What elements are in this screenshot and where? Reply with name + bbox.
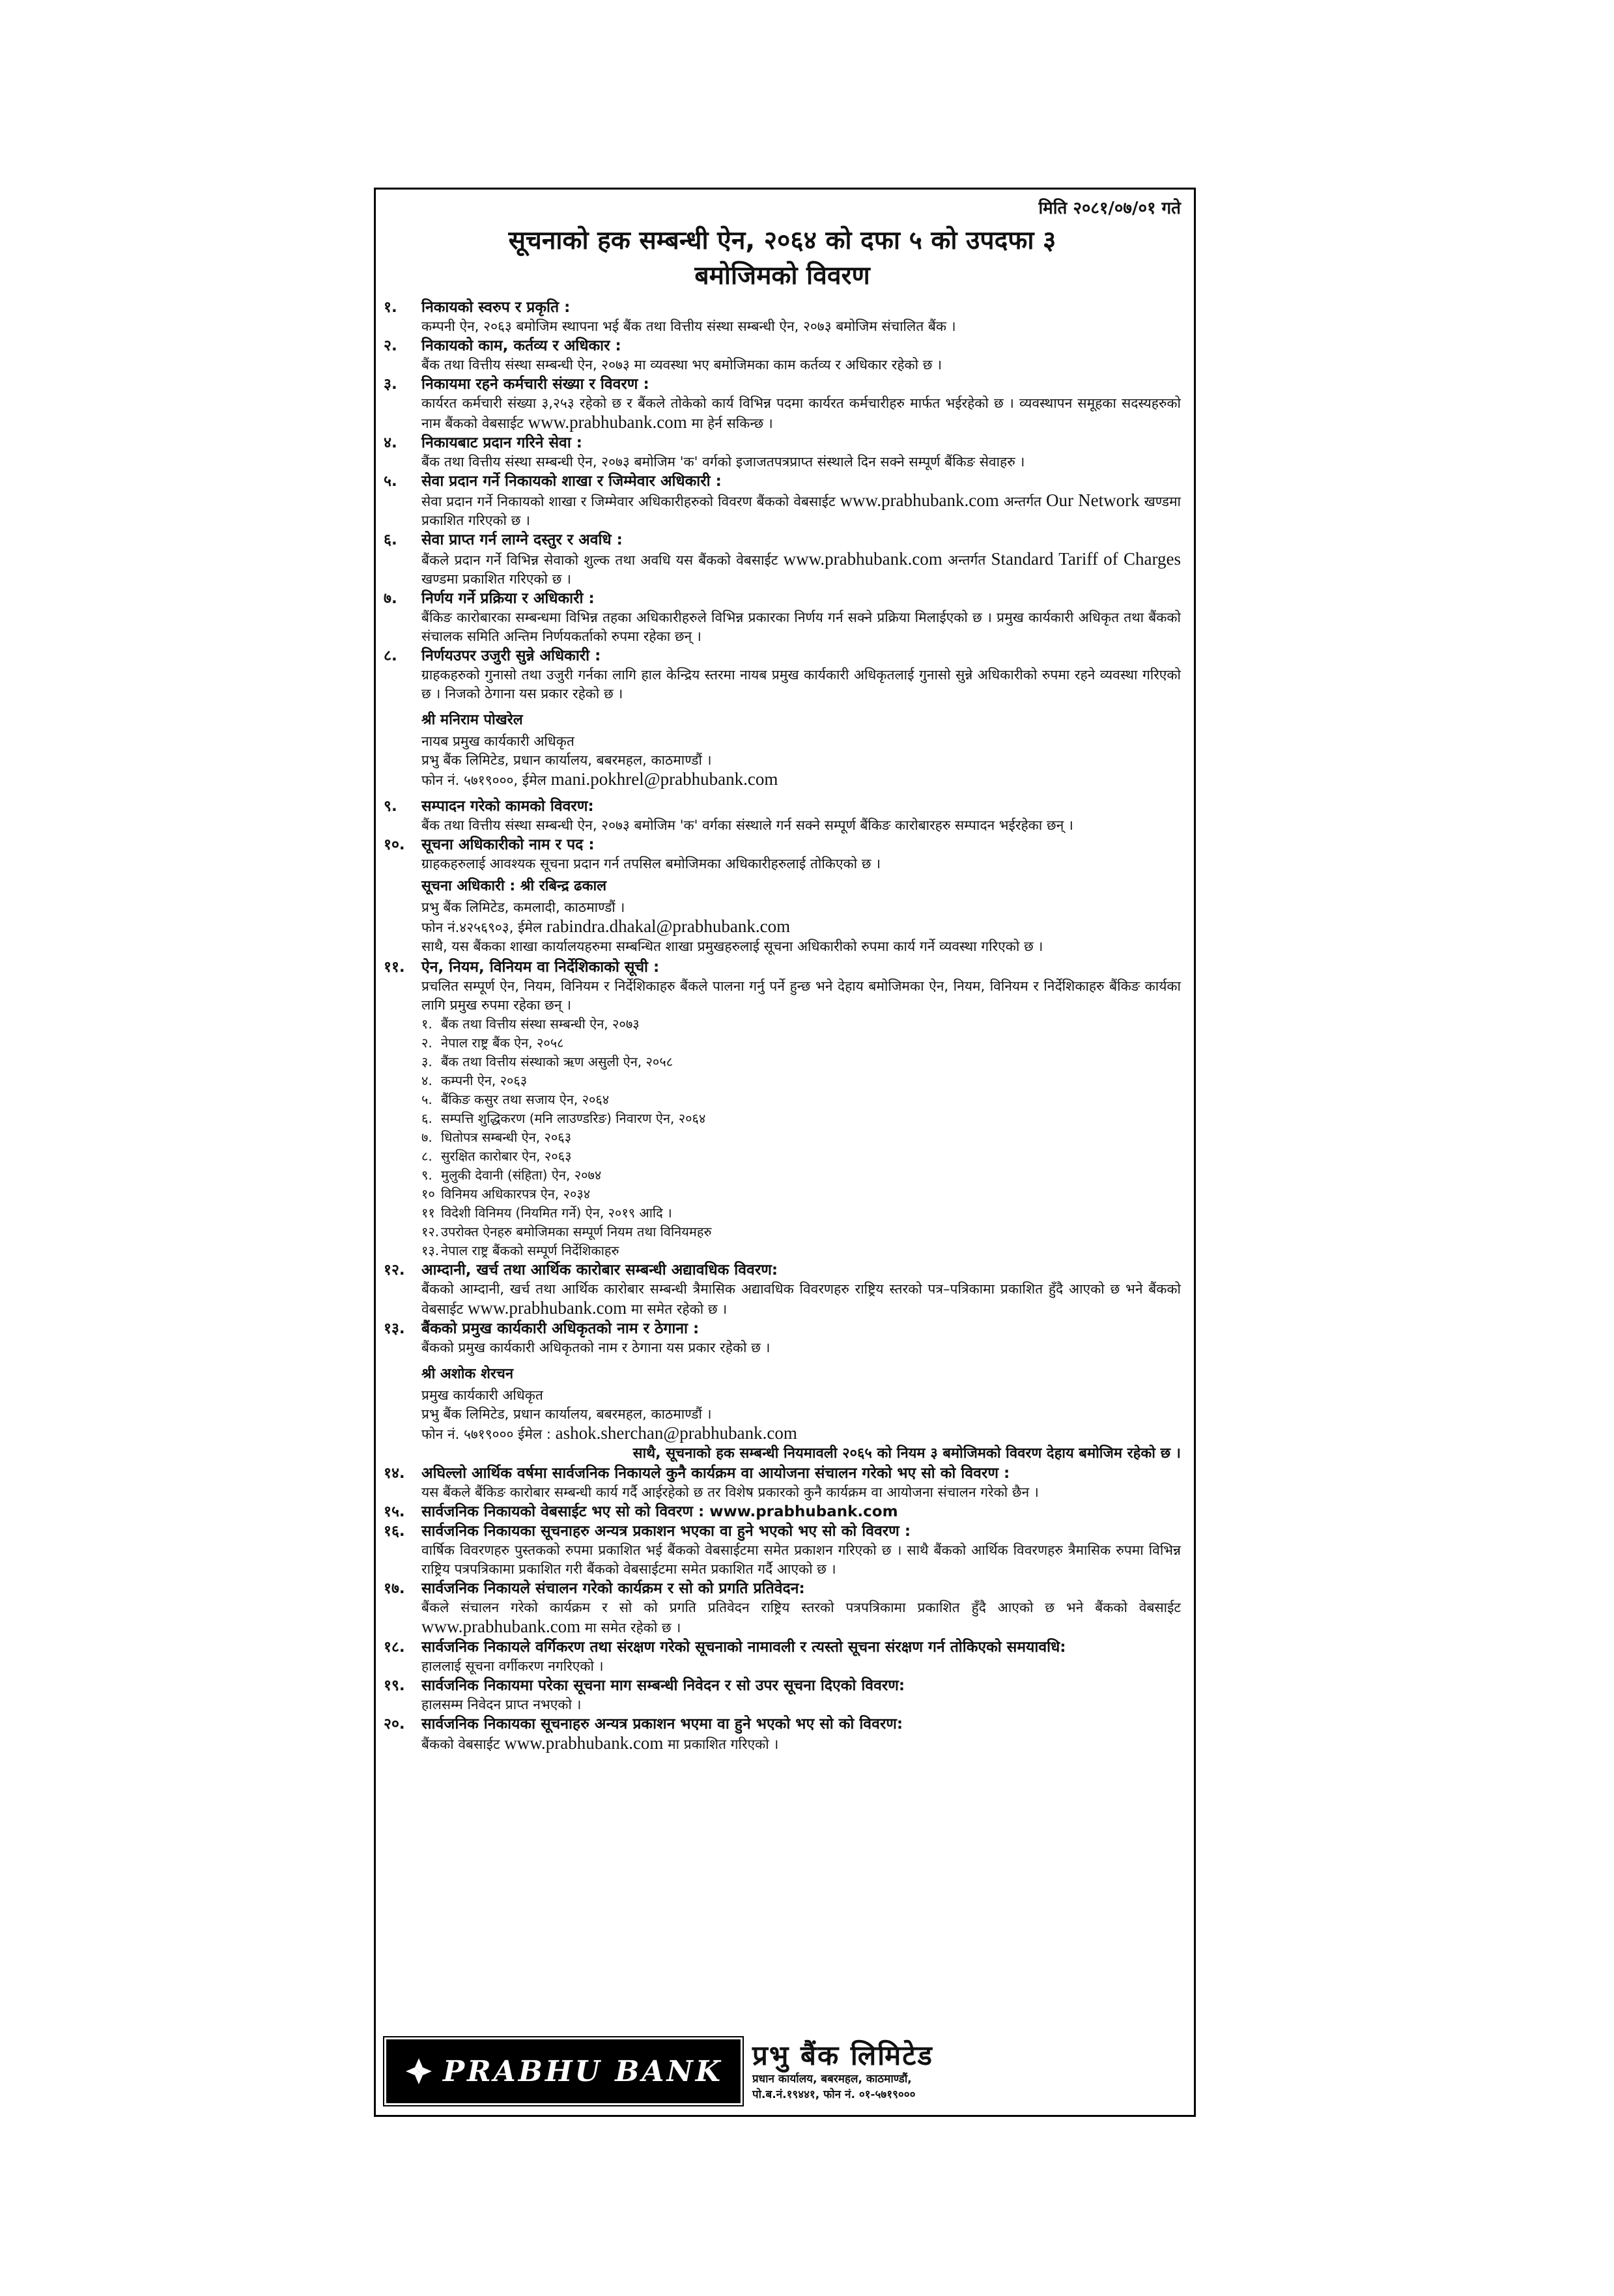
text-part: सेवा प्रदान गर्ने निकायको शाखा र जिम्मेवार अधिकारीहरुको विवरण बैंकको वेबसाईट — [421, 494, 836, 509]
section-number: १४. — [384, 1465, 405, 1482]
section-heading: सार्वजनिक निकायका सूचनाहरु अन्यत्र प्रकाशन भएका वा हुने भएको भए सो को विवरण : — [421, 1523, 911, 1540]
network-label: Our Network — [1046, 490, 1140, 510]
notice-panel — [374, 188, 1196, 2117]
section-text — [421, 550, 1181, 589]
list-item — [421, 1071, 1181, 1090]
list-text: उपरोक्त ऐनहरु बमोजिमका सम्पूर्ण नियम तथा विनियमहरु — [441, 1224, 712, 1240]
section-number: ९. — [384, 798, 397, 815]
section-text: हाललाई सूचना वर्गीकरण नगरिएको । — [421, 1658, 604, 1674]
section-text — [421, 491, 1181, 530]
list-text: नेपाल राष्ट्र बैंक ऐन, २०५८ — [441, 1035, 564, 1051]
section-text — [421, 1734, 1181, 1754]
list-number: १० — [421, 1186, 435, 1202]
branch-officer-note: साथै, यस बैंकका शाखा कार्यालयहरुमा सम्बन्धित शाखा प्रमुखहरुलाई सूचना अधिकारीको रुपमा कार्य गर्ने व्यवस्था गरिएको छ । — [421, 939, 1043, 954]
list-number: ९. — [421, 1167, 432, 1183]
section-6 — [384, 530, 1181, 589]
section-text: बैंक तथा वित्तीय संस्था सम्बन्धी ऐन, २०७३ बमोजिम 'क' वर्गका संस्थाले गर्न सक्ने सम्पूर्ण बैंकिङ कारोबारहरु सम्पादन भईरहेका छन् । — [421, 817, 1073, 833]
section-19 — [384, 1676, 1181, 1714]
list-item — [421, 1090, 1181, 1109]
section-11 — [384, 957, 1181, 1015]
section-7 — [384, 589, 1181, 646]
section-5 — [384, 472, 1181, 530]
website-link[interactable]: www.prabhubank.com — [504, 1733, 664, 1753]
list-text: धितोपत्र सम्बन्धी ऐन, २०६३ — [441, 1129, 572, 1145]
section-heading: सार्वजनिक निकायले संचालन गरेको कार्यक्रम र सो को प्रगति प्रतिवेदन: — [421, 1580, 805, 1597]
bank-name: प्रभु बैंक लिमिटेड — [752, 2039, 933, 2071]
section-text: वार्षिक विवरणहरु पुस्तकको रुपमा प्रकाशित भई बैंकको वेबसाईटमा समेत प्रकाशन गरिएको छ । साथै बैंकको आर्थिक विवरणहरु त्रैमासिक रुपमा विभिन्न राष्ट्रिय पत्रपत्रिकामा प्रकाशित गरी बैंकको वेबसाईटमा समेत प्रकाशित गर्दै आएको छ । — [421, 1542, 1181, 1577]
section-number: ८. — [384, 647, 397, 664]
website-link[interactable]: www.prabhubank.com — [421, 1617, 581, 1636]
rules-note: साथै, सूचनाको हक सम्बन्धी नियमावली २०६५ को नियम ३ बमोजिमको विवरण देहाय बमोजिम रहेको छ । — [632, 1445, 1181, 1462]
section-number: २०. — [384, 1716, 405, 1733]
list-text: बैंक तथा वित्तीय संस्थाको ऋण असुली ऐन, २०५८ — [441, 1054, 673, 1070]
list-number: ५. — [421, 1092, 432, 1107]
section-number: १५. — [384, 1503, 405, 1520]
list-text: मुलुकी देवानी (संहिता) ऐन, २०७४ — [441, 1167, 602, 1183]
notice-subtitle: बमोजिमको विवरण — [694, 261, 870, 291]
contact-name: श्री अशोक शेरचन — [421, 1366, 514, 1382]
list-number: २. — [421, 1035, 432, 1051]
section-4 — [384, 433, 1181, 472]
section-text: बैंकिङ कारोबारका सम्बन्धमा विभिन्न तहका अधिकारीहरुले विभिन्न प्रकारका निर्णय गर्न सक्ने प्रक्रिया मिलाईएको छ । प्रमुख कार्यकारी अधिकृत तथा बैंकको संचालक समिति अन्तिम निर्णयकर्ताको रुपमा रहेका छन् । — [421, 610, 1181, 644]
contact-office: प्रभु बैंक लिमिटेड, कमलादी, काठमाण्डौं । — [421, 900, 625, 915]
section-heading: निकायको स्वरुप र प्रकृति : — [421, 299, 571, 316]
text-part: बैंकले प्रदान गर्ने विभिन्न सेवाको शुल्क तथा अवधि यस बैंकको वेबसाईट — [421, 552, 778, 568]
section-1 — [384, 298, 1181, 336]
section-number: २. — [384, 337, 397, 354]
text-part: अन्तर्गत — [948, 552, 986, 568]
list-number: ४. — [421, 1073, 432, 1088]
list-item — [421, 1147, 1181, 1166]
text-part: बैंकको आम्दानी, खर्च तथा आर्थिक कारोबार सम्बन्धी त्रैमासिक अद्यावधिक विवरणहरु राष्ट्रिय स्तरको पत्र–पत्रिकामा प्रकाशित हुँदै आएको छ भने बैंकको वेबसाईट — [421, 1281, 1181, 1317]
section-heading: निर्णय गर्ने प्रक्रिया र अधिकारी : — [421, 590, 595, 607]
notice-date: मिति २०८१/०७/०१ गते — [1038, 199, 1181, 218]
section-number: ६. — [384, 531, 397, 548]
text-part: बैंकको वेबसाईट — [421, 1736, 500, 1752]
list-item — [421, 1185, 1181, 1204]
contact-phone-line — [421, 1424, 1181, 1444]
list-item — [421, 1204, 1181, 1223]
section-15 — [384, 1502, 1181, 1522]
text-part: कार्यरत कर्मचारी संख्या ३,२५३ रहेको छ र बैंकले तोकेको कार्य विभिन्न पदमा कार्यरत कर्मचारीहरु मार्फत भईरहेको छ । व्यवस्थापन समूहका सदस्यहरुको नाम बैंकको वेबसाईट — [421, 395, 1181, 431]
section-17 — [384, 1579, 1181, 1637]
list-number: ७. — [421, 1129, 432, 1145]
text-part: अन्तर्गत — [1003, 494, 1042, 509]
section-heading: सम्पादन गरेको कामको विवरण: — [421, 798, 594, 815]
section-8 — [384, 646, 1181, 703]
section-number: १७. — [384, 1580, 405, 1597]
contact-name: श्री मनिराम पोखरेल — [421, 712, 523, 728]
section-heading: आम्दानी, खर्च तथा आर्थिक कारोबार सम्बन्धी अद्यावधिक विवरण: — [421, 1262, 778, 1279]
section-heading: सूचना अधिकारीको नाम र पद : — [421, 836, 595, 853]
section-text: ग्राहकहरुको गुनासो तथा उजुरी गर्नका लागि हाल केन्द्रिय स्तरमा नायब प्रमुख कार्यकारी अधिकृतलाई गुनासो सुन्ने अधिकारीको रुपमा रहने व्यवस्था गरिएको छ । निजको ठेगाना यस प्रकार रहेको छ । — [421, 667, 1181, 702]
section-heading: निकायको काम, कर्तव्य र अधिकार : — [421, 337, 621, 354]
section-heading: निकायमा रहने कर्मचारी संख्या र विवरण : — [421, 376, 649, 393]
section-number: १८. — [384, 1639, 405, 1656]
website-link[interactable]: www.prabhubank.com — [783, 549, 942, 569]
list-item — [421, 1166, 1181, 1185]
section-18 — [384, 1637, 1181, 1676]
section-heading: सार्वजनिक निकायमा परेका सूचना माग सम्बन्धी निवेदन र सो उपर सूचना दिएको विवरण: — [421, 1677, 905, 1694]
list-text: बैंकिङ कसुर तथा सजाय ऐन, २०६४ — [441, 1092, 610, 1107]
section-text: बैंकको प्रमुख कार्यकारी अधिकृतको नाम र ठेगाना यस प्रकार रहेको छ । — [421, 1340, 771, 1355]
section-heading: बैंकको प्रमुख कार्यकारी अधिकृतको नाम र ठेगाना : — [421, 1320, 700, 1337]
section-text: बैंक तथा वित्तीय संस्था सम्बन्धी ऐन, २०७३ बमोजिम 'क' वर्गको इजाजतपत्रप्राप्त संस्थाले दिन सक्ने सम्पूर्ण बैंकिङ सेवाहरु । — [421, 454, 1025, 470]
list-item — [421, 1128, 1181, 1147]
logo-wordmark: PRABHU BANK — [442, 2054, 724, 2088]
footer-brand — [386, 2039, 933, 2103]
section-heading: अघिल्लो आर्थिक वर्षमा सार्वजनिक निकायले कुनै कार्यक्रम वा आयोजना संचालन गरेको भए सो को विवरण : — [421, 1465, 1010, 1482]
section-number: ७. — [384, 590, 397, 607]
text-part: बैंकले संचालन गरेको कार्यक्रम र सो को प्रगति प्रतिवेदन राष्ट्रिय स्तरको पत्रपत्रिकामा प्रकाशित हुँदै आएको छ भने बैंकको वेबसाईट — [421, 1600, 1181, 1615]
list-text: कम्पनी ऐन, २०६३ — [441, 1073, 528, 1088]
contact-card-ceo — [421, 1363, 1181, 1444]
section-text: बैंक तथा वित्तीय संस्था सम्बन्धी ऐन, २०७३ मा व्यवस्था भए बमोजिमका काम कर्तव्य र अधिकार रहेको छ । — [421, 357, 942, 373]
prabhu-bank-logo — [386, 2039, 741, 2103]
website-link[interactable]: www.prabhubank.com — [467, 1298, 627, 1318]
bank-pobox-phone: पो.ब.नं.१९४४१, फोन नं. ०१-५७१९००० — [752, 2088, 916, 2101]
list-number: ११ — [421, 1205, 435, 1221]
section-heading: सार्वजनिक निकायको वेबसाईट भए सो को विवरण : www.prabhubank.com — [421, 1503, 898, 1520]
section-heading: निकायबाट प्रदान गरिने सेवा : — [421, 434, 582, 451]
section-heading: सेवा प्रदान गर्ने निकायको शाखा र जिम्मेवार अधिकारी : — [421, 473, 722, 490]
section-text: कम्पनी ऐन, २०६३ बमोजिम स्थापना भई बैंक तथा वित्तीय संस्था सम्बन्धी ऐन, २०७३ बमोजिम संचालित बैंक । — [421, 319, 956, 334]
list-text: विदेशी विनिमय (नियमित गर्ने) ऐन, २०१९ आदि । — [441, 1205, 672, 1221]
section-text — [421, 1598, 1181, 1637]
section-2 — [384, 336, 1181, 375]
list-item — [421, 1015, 1181, 1034]
contact-role: नायब प्रमुख कार्यकारी अधिकृत — [421, 733, 574, 749]
section-20 — [384, 1714, 1181, 1754]
section-12 — [384, 1260, 1181, 1319]
list-text: सुरक्षित कारोबार ऐन, २०६३ — [441, 1148, 572, 1164]
bank-emblem-icon — [404, 2056, 434, 2086]
bank-info — [752, 2040, 933, 2103]
section-text — [421, 394, 1181, 433]
contact-phone: फोन नं. ५७१९००० ईमेल : — [421, 1426, 551, 1442]
list-number: १३. — [421, 1243, 440, 1258]
contact-phone-line — [421, 917, 1181, 937]
section-number: ४. — [384, 434, 397, 451]
contact-phone: फोन नं.४२५६९०३, ईमेल — [421, 920, 543, 935]
contact-phone: फोन नं. ५७१९०००, ईमेल — [421, 772, 546, 788]
website-link[interactable]: www.prabhubank.com — [528, 412, 687, 432]
section-text: यस बैंकले बैंकिङ कारोबार सम्बन्धी कार्य गर्दै आईरहेको छ तर विशेष प्रकारको कुनै कार्यक्रम वा आयोजना संचालन गरेको छैन । — [421, 1484, 1039, 1500]
list-number: १२. — [421, 1224, 440, 1240]
list-number: ६. — [421, 1111, 432, 1126]
text-part: मा समेत रहेको छ । — [584, 1620, 681, 1636]
bank-address: प्रधान कार्यालय, बबरमहल, काठमाण्डौं, — [752, 2073, 912, 2086]
section-number: १०. — [384, 836, 405, 853]
tariff-label: Standard Tariff of Charges — [991, 549, 1181, 569]
section-number: ५. — [384, 473, 397, 490]
text-part: मा प्रकाशित गरिएको । — [668, 1736, 779, 1752]
section-heading: सार्वजनिक निकायका सूचनाहरु अन्यत्र प्रकाशन भएमा वा हुने भएको भए सो को विवरण: — [421, 1716, 903, 1733]
list-item — [421, 1223, 1181, 1241]
section-heading: निर्णयउपर उजुरी सुन्ने अधिकारी : — [421, 647, 601, 664]
contact-phone-line — [421, 770, 1181, 790]
text-part: खण्डमा प्रकाशित गरिएको छ । — [421, 494, 1181, 528]
section-text: प्रचलित सम्पूर्ण ऐन, नियम, विनियम र निर्देशिकाहरु बैंकले पालना गर्नु पर्ने हुन्छ भने देहाय बमोजिमका ऐन, नियम, विनियम र निर्देशिकाहरु बैंकिङ कार्यका लागि प्रमुख रुपमा रहेका छन् । — [421, 978, 1181, 1013]
section-number: ३. — [384, 376, 397, 393]
section-10 — [384, 835, 1181, 873]
contact-office: प्रभु बैंक लिमिटेड, प्रधान कार्यालय, बबरमहल, काठमाण्डौं । — [421, 1406, 712, 1422]
list-number: १. — [421, 1016, 432, 1032]
list-text: सम्पत्ति शुद्धिकरण (मनि लाउण्डरिङ) निवारण ऐन, २०६४ — [441, 1111, 706, 1126]
list-text: बैंक तथा वित्तीय संस्था सम्बन्धी ऐन, २०७३ — [441, 1016, 640, 1032]
section-heading: सेवा प्राप्त गर्न लाग्ने दस्तुर र अवधि : — [421, 531, 623, 548]
contact-email-link[interactable]: rabindra.dhakal@prabhubank.com — [546, 916, 791, 936]
list-text: नेपाल राष्ट्र बैंकको सम्पूर्ण निर्देशिकाहरु — [441, 1243, 619, 1258]
list-number: ८. — [421, 1148, 432, 1164]
section-heading: सार्वजनिक निकायले वर्गिकरण तथा संरक्षण गरेको सूचनाको नामावली र त्यस्तो सूचना संरक्षण गर्न तोकिएको समयावधि: — [421, 1639, 1066, 1656]
section-text: हालसम्म निवेदन प्राप्त नभएको । — [421, 1697, 582, 1712]
section-text: ग्राहकहरुलाई आवश्यक सूचना प्रदान गर्न तपसिल बमोजिमका अधिकारीहरुलाई तोकिएको छ । — [421, 856, 881, 872]
section-3 — [384, 375, 1181, 433]
list-item — [421, 1034, 1181, 1053]
contact-email-link[interactable]: mani.pokhrel@prabhubank.com — [550, 769, 778, 789]
section-number: १३. — [384, 1320, 405, 1337]
contact-card-deputy-ceo — [421, 709, 1181, 790]
section-number: ११. — [384, 959, 405, 976]
contact-office: प्रभु बैंक लिमिटेड, प्रधान कार्यालय, बबरमहल, काठमाण्डौं । — [421, 752, 712, 768]
contact-email-link[interactable]: ashok.sherchan@prabhubank.com — [555, 1423, 797, 1443]
contact-name: सूचना अधिकारी : श्री रबिन्द्र ढकाल — [421, 878, 607, 894]
section-9 — [384, 797, 1181, 835]
section-heading: ऐन, नियम, विनियम वा निर्देशिकाको सूची : — [421, 959, 660, 976]
contact-card-information-officer — [421, 875, 1181, 956]
law-list — [421, 1015, 1181, 1260]
list-number: ३. — [421, 1054, 432, 1070]
list-item — [421, 1241, 1181, 1260]
text-part: खण्डमा प्रकाशित गरिएको छ । — [421, 571, 572, 587]
section-number: १६. — [384, 1523, 405, 1540]
website-link[interactable]: www.prabhubank.com — [840, 490, 999, 510]
text-part: मा समेत रहेको छ । — [630, 1301, 728, 1317]
section-number: १९. — [384, 1677, 405, 1694]
notice-title: सूचनाको हक सम्बन्धी ऐन, २०६४ को दफा ५ को उपदफा ३ — [508, 226, 1056, 255]
section-text — [421, 1280, 1181, 1319]
section-number: १२. — [384, 1262, 405, 1279]
list-item — [421, 1053, 1181, 1071]
section-16 — [384, 1522, 1181, 1579]
list-text: विनिमय अधिकारपत्र ऐन, २०३४ — [441, 1186, 591, 1202]
section-14 — [384, 1464, 1181, 1502]
section-number: १. — [384, 299, 397, 316]
contact-role: प्रमुख कार्यकारी अधिकृत — [421, 1387, 543, 1403]
list-item — [421, 1109, 1181, 1128]
text-part: मा हेर्न सकिन्छ । — [691, 416, 773, 431]
section-13 — [384, 1319, 1181, 1357]
